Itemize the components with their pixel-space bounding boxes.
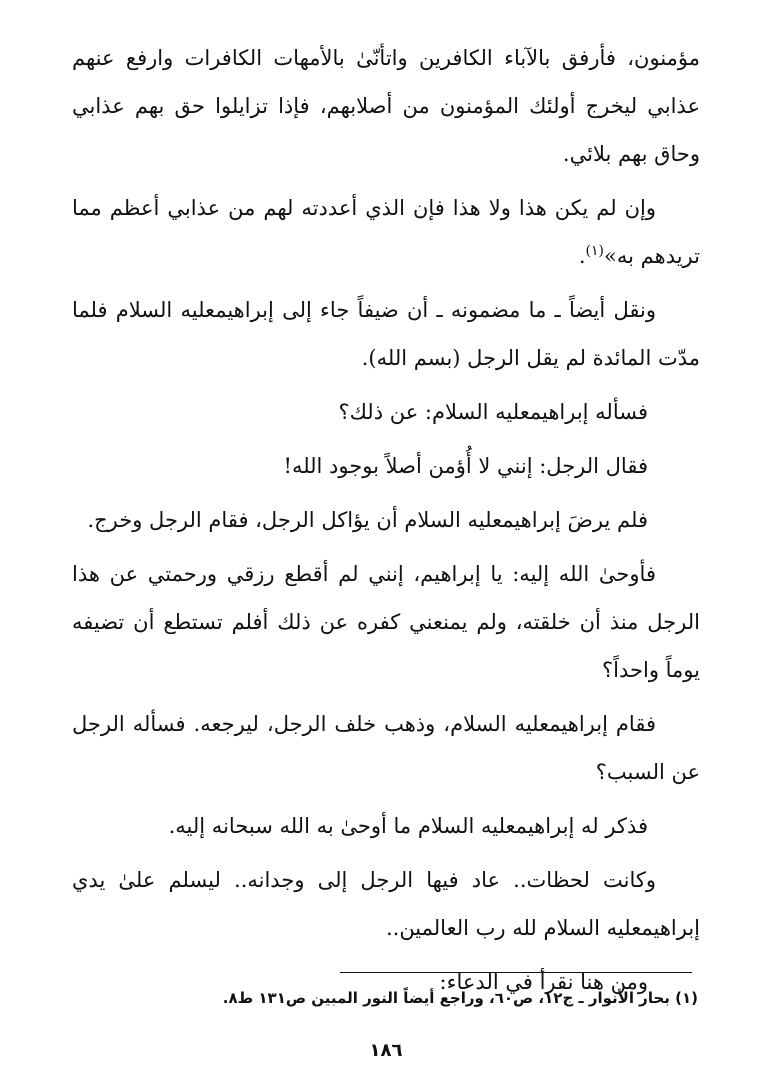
- page-number: ١٨٦: [369, 1040, 403, 1061]
- paragraph: فسأله إبراهيمعليه السلام: عن ذلك؟: [338, 400, 648, 424]
- paragraph: وإن لم يكن هذا ولا هذا فإن الذي أعددته لهم من عذابي أعظم مما تريدهم به»$^{(١)}$.: [72, 196, 700, 268]
- paragraph-continuation: مؤمنون، فأرفق بالآباء الكافرين واتأنّىٰ بالأمهات الكافرات وارفع عنهم عذابي ليخرج أولئك المؤمنون من أصلابهم، فإذا تزايلوا حق بهم عذابي وحاق بهم بلائي.: [72, 46, 700, 166]
- footnote-reference[interactable]: (١): [585, 243, 605, 259]
- paragraph: فقام إبراهيمعليه السلام، وذهب خلف الرجل، ليرجعه. فسأله الرجل عن السبب؟: [72, 712, 700, 784]
- paragraph: ومن هنا نقرأ في الدعاء:: [439, 970, 648, 994]
- paragraph: وكانت لحظات.. عاد فيها الرجل إلى وجدانه.. ليسلم علىٰ يدي إبراهيمعليه السلام لله رب العالمين..: [72, 868, 700, 940]
- paragraph: ونقل أيضاً ـ ما مضمونه ـ أن ضيفاً جاء إلى إبراهيمعليه السلام فلما مدّت المائدة لم يقل الرجل (بسم الله).: [72, 298, 700, 370]
- footnote-divider: [340, 972, 692, 973]
- paragraph: فأوحىٰ الله إليه: يا إبراهيم، إنني لم أقطع رزقي ورحمتي عن هذا الرجل منذ أن خلقته، ولم يمنعني كفره عن ذلك أفلم تستطع أن تضيفه يوماً واحداً؟: [72, 562, 700, 682]
- paragraph-text: وإن لم يكن هذا ولا هذا فإن الذي أعددته لهم من عذابي أعظم مما تريدهم به»: [72, 196, 700, 268]
- footnote: (١) بحار الأنوار ـ ج١٢، ص٦٠، وراجع أيضاً النور المبين ص١٣١ ط٨.: [222, 989, 698, 1007]
- body-text: [72, 34, 700, 1012]
- paragraph: فقال الرجل: إنني لا أُؤمن أصلاً بوجود الله!: [283, 454, 648, 478]
- paragraph: فذكر له إبراهيمعليه السلام ما أوحىٰ به الله سبحانه إليه.: [168, 814, 648, 838]
- paragraph: فلم يرضَ إبراهيمعليه السلام أن يؤاكل الرجل، فقام الرجل وخرج.: [87, 508, 648, 532]
